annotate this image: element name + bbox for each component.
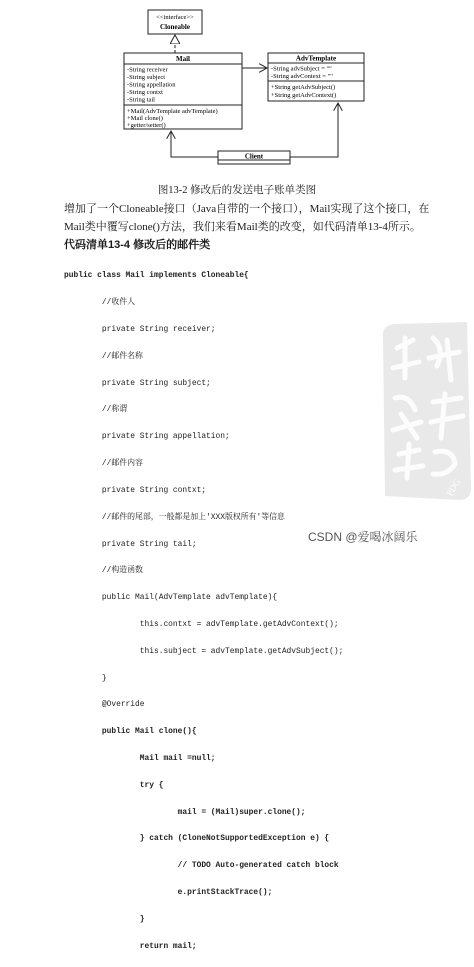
code-line: Mail mail =null; [64, 754, 216, 764]
cloneable-interface-box [148, 10, 202, 34]
mail-method: +Mail(AdvTemplate advTemplate) [127, 108, 218, 115]
client-advtemplate-association [290, 103, 338, 157]
code-line: try { [64, 780, 164, 790]
mail-method: +getter/setter() [127, 122, 166, 129]
code-line: //收件人 [64, 298, 136, 308]
mail-attribute: -String tail [127, 96, 155, 104]
code-line: public Mail clone(){ [64, 727, 197, 737]
code-line: private String contxt; [64, 485, 207, 495]
code-line: // TODO Auto-generated catch block [64, 861, 339, 871]
code-block [64, 256, 343, 967]
client-mail-association [171, 131, 218, 157]
mail-attribute: -String contxt [127, 89, 163, 96]
code-line: //称谓 [64, 405, 128, 415]
cloneable-name: Cloneable [160, 23, 190, 31]
code-line: private String tail; [64, 539, 197, 549]
cloneable-stereotype: <<interface>> [156, 14, 194, 21]
mail-attribute: -String subject [127, 74, 166, 81]
watermark-label: PDG [444, 477, 463, 498]
code-line: } catch (CloneNotSupportedException e) { [64, 834, 330, 844]
csdn-footer: CSDN @爱喝冰阔乐 [308, 530, 418, 544]
code-line: } [64, 914, 145, 924]
client-class-name: Client [244, 152, 264, 161]
code-line: private String receiver; [64, 325, 216, 335]
uml-class-diagram [0, 0, 474, 180]
mail-class-box [124, 53, 242, 129]
mail-attribute: -String receiver [127, 66, 168, 74]
code-line: private String subject; [64, 378, 211, 388]
advtemplate-class-box [268, 53, 364, 101]
client-class-box [218, 151, 290, 164]
code-line: //邮件内容 [64, 459, 143, 469]
code-line: //邮件名称 [64, 351, 143, 361]
figure-caption: 图13-2 修改后的发送电子账单类图 [157, 185, 317, 196]
code-line: @Override [64, 700, 145, 710]
code-line: return mail; [64, 941, 197, 951]
code-line: mail = (Mail)super.clone(); [64, 807, 306, 817]
code-line: this.contxt = advTemplate.getAdvContext(); [64, 619, 339, 629]
code-line: //构造函数 [64, 566, 143, 576]
advtemplate-class-name: AdvTemplate [295, 54, 337, 63]
mail-method: +Mail clone() [127, 115, 163, 122]
advtemplate-attribute: -String advContext = "" [271, 73, 333, 80]
advtemplate-attribute: -String advSubject = "" [271, 65, 332, 73]
advtemplate-method: +String getAdvSubject() [271, 84, 336, 91]
code-line: e.printStackTrace(); [64, 888, 273, 898]
code-line: //邮件的尾部，一般都是加上'XXX版权所有'等信息 [64, 512, 285, 522]
code-line: public Mail(AdvTemplate advTemplate){ [64, 593, 278, 603]
mail-attribute: -String appellation [127, 81, 176, 89]
code-line: public class Mail implements Cloneable{ [64, 271, 249, 281]
code-line: } [64, 673, 107, 683]
mail-class-name: Mail [176, 55, 190, 63]
pdg-seal-watermark [375, 318, 474, 503]
body-paragraph: 增加了一个Cloneable接口（Java自带的一个接口），Mail实现了这个接口，在Mail类中覆写clone()方法，我们来看Mail类的改变，如代码清单13-4所示。 [64, 203, 430, 233]
code-line: private String appellation; [64, 432, 230, 442]
code-line: this.subject = advTemplate.getAdvSubject(); [64, 646, 344, 656]
listing-title: 代码清单13-4 修改后的邮件类 [64, 239, 211, 251]
advtemplate-method: +String getAdvContext() [271, 92, 337, 99]
